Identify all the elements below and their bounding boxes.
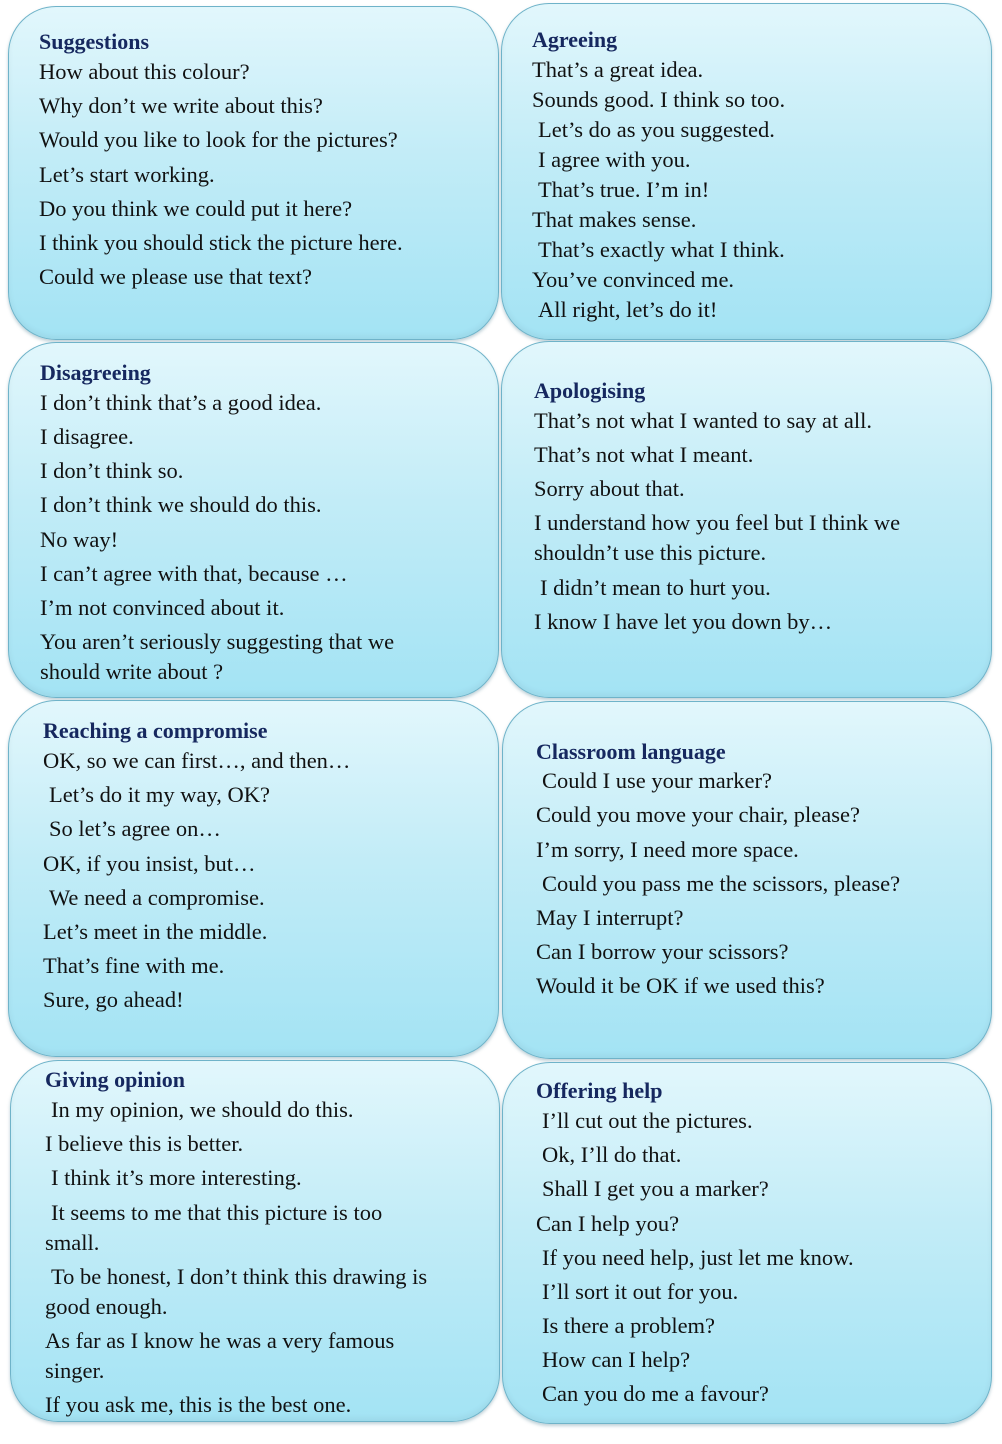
phrase: I think you should stick the picture here. xyxy=(39,230,403,255)
card-giving-opinion xyxy=(10,1060,500,1422)
card-title: Apologising xyxy=(534,378,646,403)
card-title: Offering help xyxy=(536,1078,663,1103)
phrase: If you need help, just let me know. xyxy=(542,1245,854,1270)
phrase: To be honest, I don’t think this drawing is xyxy=(51,1264,428,1289)
phrase: I didn’t mean to hurt you. xyxy=(540,575,771,600)
card-reaching-a-compromise xyxy=(8,700,499,1057)
phrase: Sure, go ahead! xyxy=(43,987,184,1012)
phrase: Shall I get you a marker? xyxy=(542,1176,769,1201)
phrase: Sorry about that. xyxy=(534,476,685,501)
phrase: I’m sorry, I need more space. xyxy=(536,837,799,862)
phrase: I know I have let you down by… xyxy=(534,609,833,634)
phrase: In my opinion, we should do this. xyxy=(51,1097,354,1122)
phrase: That’s a great idea. xyxy=(532,57,704,82)
phrase: small. xyxy=(45,1230,100,1255)
phrase: I’ll cut out the pictures. xyxy=(542,1108,753,1133)
phrase: should write about ? xyxy=(40,659,224,684)
phrase: Is there a problem? xyxy=(542,1313,716,1338)
phrase: That’s fine with me. xyxy=(43,953,225,978)
phrase: I believe this is better. xyxy=(45,1131,244,1156)
phrase: Let’s do as you suggested. xyxy=(538,117,775,142)
phrase: I’ll sort it out for you. xyxy=(542,1279,739,1304)
phrase: I think it’s more interesting. xyxy=(51,1165,302,1190)
phrase: All right, let’s do it! xyxy=(538,297,718,322)
card-title: Classroom language xyxy=(536,739,726,764)
phrase: Can I borrow your scissors? xyxy=(536,939,789,964)
phrase: Do you think we could put it here? xyxy=(39,196,353,221)
phrase: OK, so we can first…, and then… xyxy=(43,748,351,773)
phrase: I don’t think we should do this. xyxy=(40,492,322,517)
phrase: OK, if you insist, but… xyxy=(43,851,256,876)
phrase: No way! xyxy=(40,527,119,552)
phrase: I can’t agree with that, because … xyxy=(40,561,348,586)
phrase: I’m not convinced about it. xyxy=(40,595,285,620)
phrase: Could I use your marker? xyxy=(542,768,772,793)
phrase: Could you move your chair, please? xyxy=(536,802,861,827)
phrase: Sounds good. I think so too. xyxy=(532,87,786,112)
card-title: Disagreeing xyxy=(40,360,151,385)
phrase: Why don’t we write about this? xyxy=(39,93,323,118)
phrase: That’s true. I’m in! xyxy=(538,177,710,202)
card-title: Suggestions xyxy=(39,29,150,54)
phrase: May I interrupt? xyxy=(536,905,684,930)
phrase: shouldn’t use this picture. xyxy=(534,540,767,565)
phrase: That’s not what I wanted to say at all. xyxy=(534,408,873,433)
phrase: That makes sense. xyxy=(532,207,697,232)
card-agreeing xyxy=(501,3,992,340)
card-suggestions xyxy=(8,6,499,340)
phrase: Can I help you? xyxy=(536,1211,680,1236)
phrase: I disagree. xyxy=(40,424,134,449)
phrase: That’s exactly what I think. xyxy=(538,237,785,262)
phrase: I don’t think so. xyxy=(40,458,184,483)
card-offering-help xyxy=(502,1062,992,1424)
card-disagreeing xyxy=(8,342,499,698)
phrase: Would you like to look for the pictures? xyxy=(39,127,398,152)
phrase: Can you do me a favour? xyxy=(542,1381,769,1406)
phrase: Let’s do it my way, OK? xyxy=(49,782,271,807)
phrase: Could you pass me the scissors, please? xyxy=(542,871,901,896)
card-apologising xyxy=(501,341,992,698)
phrase: That’s not what I meant. xyxy=(534,442,754,467)
phrase: good enough. xyxy=(45,1294,168,1319)
phrase: You aren’t seriously suggesting that we xyxy=(40,629,395,654)
phrase: It seems to me that this picture is too xyxy=(51,1200,383,1225)
phrase: How can I help? xyxy=(542,1347,691,1372)
phrase: Could we please use that text? xyxy=(39,264,313,289)
phrase: I agree with you. xyxy=(538,147,691,172)
phrase: You’ve convinced me. xyxy=(532,267,735,292)
phrase: So let’s agree on… xyxy=(49,816,221,841)
phrase: I don’t think that’s a good idea. xyxy=(40,390,322,415)
phrase: How about this colour? xyxy=(39,59,250,84)
card-title: Giving opinion xyxy=(45,1067,186,1092)
phrase: If you ask me, this is the best one. xyxy=(45,1392,352,1417)
phrase: We need a compromise. xyxy=(49,885,265,910)
phrase: Let’s meet in the middle. xyxy=(43,919,268,944)
phrase: As far as I know he was a very famous xyxy=(45,1328,395,1353)
card-title: Reaching a compromise xyxy=(43,718,268,743)
phrase: singer. xyxy=(45,1358,105,1383)
phrase: Ok, I’ll do that. xyxy=(542,1142,682,1167)
card-title: Agreeing xyxy=(532,27,618,52)
phrase: Would it be OK if we used this? xyxy=(536,973,825,998)
phrase: Let’s start working. xyxy=(39,162,215,187)
card-classroom-language xyxy=(502,701,992,1059)
phrase: I understand how you feel but I think we xyxy=(534,510,901,535)
